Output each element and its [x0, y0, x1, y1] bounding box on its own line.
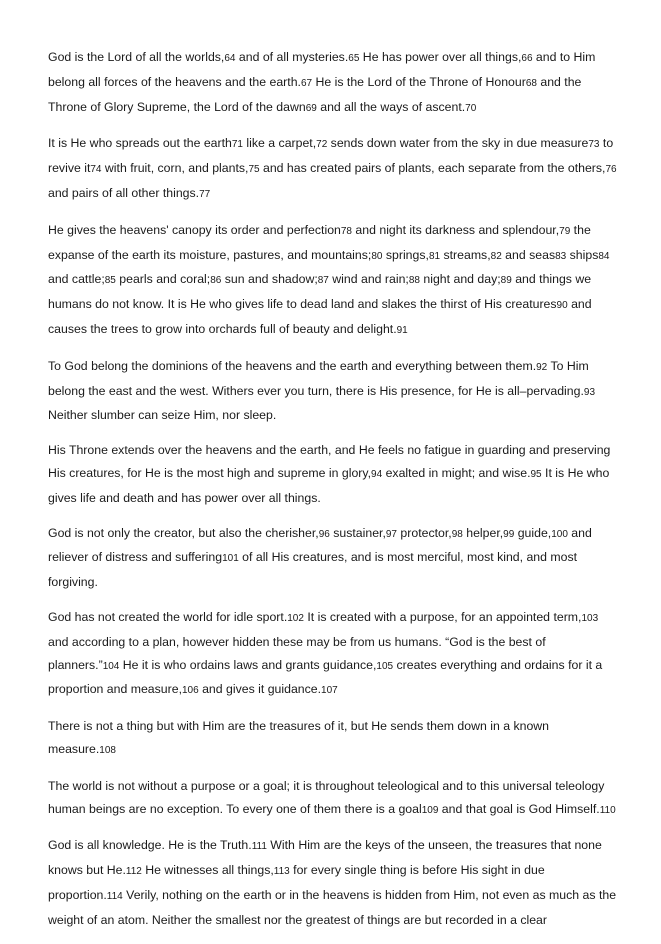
footnote-reference[interactable]: 104	[102, 660, 120, 672]
document-page	[48, 46, 620, 944]
paragraph-text: and the Throne of Glory Supreme, the Lord of the dawn	[48, 74, 582, 114]
footnote-reference[interactable]: 96	[318, 528, 330, 540]
paragraph-text: wind and rain;	[328, 272, 409, 287]
footnote-reference[interactable]: 71	[231, 139, 243, 151]
paragraph-text: ships	[566, 247, 599, 262]
footnote-reference[interactable]: 80	[371, 250, 383, 262]
body-paragraph	[48, 355, 620, 427]
footnote-reference[interactable]: 91	[396, 324, 408, 336]
footnote-reference[interactable]: 77	[199, 188, 211, 200]
paragraph-text: God is the Lord of all the worlds,	[48, 50, 225, 64]
footnote-reference[interactable]: 105	[376, 660, 394, 672]
footnote-reference[interactable]: 82	[490, 250, 502, 262]
footnote-reference[interactable]: 87	[317, 275, 329, 287]
body-paragraph	[48, 834, 620, 931]
paragraph-text: and reliever of distress and suffering	[48, 525, 592, 565]
paragraph-text: for every single thing is before His sight in due proportion.	[48, 863, 545, 902]
footnote-reference[interactable]: 99	[503, 528, 515, 540]
footnote-reference[interactable]: 68	[525, 77, 537, 89]
footnote-reference[interactable]: 109	[421, 804, 439, 816]
paragraph-text: God is all knowledge. He is the Truth.	[48, 838, 252, 853]
footnote-reference[interactable]: 90	[556, 300, 568, 312]
footnote-reference[interactable]: 88	[408, 275, 420, 287]
footnote-reference[interactable]: 102	[287, 612, 304, 624]
paragraph-text: and has created pairs of plants, each separate from the others,	[259, 161, 606, 176]
paragraph-text: It is He who gives life and death and has power over all things.	[48, 465, 610, 505]
footnote-reference[interactable]: 97	[385, 528, 397, 540]
paragraph-text: exalted in might; and wise.	[382, 465, 531, 480]
paragraph-text: sustainer,	[329, 525, 386, 540]
paragraph-text: to revive it	[48, 136, 614, 176]
footnote-reference[interactable]: 92	[536, 361, 548, 373]
body-paragraph	[48, 439, 620, 509]
paragraph-text: helper,	[462, 525, 504, 540]
footnote-reference[interactable]: 76	[605, 164, 617, 176]
body-paragraph	[48, 522, 620, 594]
paragraph-text: pearls and coral;	[115, 272, 211, 287]
footnote-reference[interactable]: 107	[321, 685, 338, 697]
paragraph-text: protector,	[397, 525, 452, 540]
paragraph-text: He has power over all things,	[359, 50, 522, 64]
paragraph-text: He witnesses all things,	[141, 863, 274, 878]
paragraph-text: Verily, nothing on the earth or in the heavens is hidden from Him, not even as much as the weight of an atom. Neither the smallest nor the greatest of things are but recorded in a clear	[48, 887, 617, 927]
footnote-reference[interactable]: 86	[210, 275, 222, 287]
footnote-reference[interactable]: 64	[224, 53, 236, 64]
paragraph-text: His Throne extends over the heavens and the earth, and He feels no fatigue in guarding and preserving His creatures, for He is the most high and supreme in glory,	[48, 443, 611, 480]
paragraph-text: He gives the heavens' canopy its order and perfection	[48, 222, 341, 237]
paragraph-text: and causes the trees to grow into orchards full of beauty and delight.	[48, 297, 592, 336]
footnote-reference[interactable]: 72	[316, 139, 328, 151]
paragraph-text: and seas	[501, 247, 556, 262]
paragraph-text: sun and shadow;	[221, 272, 318, 287]
paragraph-text: and things we humans do not know. It is He who gives life to dead land and slakes the thirst of His creatures	[48, 272, 592, 312]
footnote-reference[interactable]: 106	[181, 685, 199, 697]
footnote-reference[interactable]: 98	[451, 528, 463, 540]
body-paragraph	[48, 775, 620, 823]
paragraph-text: It is created with a purpose, for an appointed term,	[303, 609, 582, 624]
paragraph-text: and according to a plan, however hidden these may be from us humans. “God is the best of planners.”	[48, 634, 546, 672]
body-paragraph	[48, 46, 620, 120]
paragraph-text: With Him are the keys of the unseen, the treasures that none knows but He.	[48, 838, 602, 878]
footnote-reference[interactable]: 114	[106, 890, 123, 902]
footnote-reference[interactable]: 81	[428, 250, 441, 262]
paragraph-text: streams,	[440, 247, 491, 262]
footnote-reference[interactable]: 113	[273, 866, 290, 878]
paragraph-text: springs,	[382, 247, 429, 262]
footnote-reference[interactable]: 94	[371, 468, 383, 480]
paragraph-text: like a carpet,	[243, 136, 317, 151]
paragraph-text: of all His creatures, and is most merciful, most kind, and most forgiving.	[48, 550, 578, 590]
footnote-reference[interactable]: 103	[581, 612, 599, 624]
paragraph-text: and that goal is God Himself.	[438, 801, 600, 816]
paragraph-text: guide,	[514, 525, 552, 540]
footnote-reference[interactable]: 89	[500, 275, 512, 287]
footnote-reference[interactable]: 112	[125, 866, 142, 878]
footnote-reference[interactable]: 78	[340, 225, 352, 237]
footnote-reference[interactable]: 67	[300, 77, 313, 89]
paragraph-text: and of all mysteries.	[235, 50, 349, 64]
paragraph-text: and night its darkness and splendour,	[352, 222, 560, 237]
paragraph-text: and gives it guidance.	[198, 682, 322, 697]
footnote-reference[interactable]: 84	[598, 250, 610, 262]
footnote-reference[interactable]: 69	[305, 102, 317, 114]
footnote-reference[interactable]: 74	[90, 164, 102, 176]
paragraph-text: sends down water from the sky in due measure	[327, 136, 589, 151]
body-paragraph	[48, 219, 620, 343]
footnote-reference[interactable]: 108	[99, 744, 116, 756]
footnote-reference[interactable]: 101	[222, 553, 239, 565]
paragraph-text: Neither slumber can seize Him, nor sleep.	[48, 408, 277, 423]
footnote-reference[interactable]: 111	[251, 841, 267, 853]
paragraph-text: He is the Lord of the Throne of Honour	[312, 74, 526, 89]
paragraph-text: and pairs of all other things.	[48, 185, 200, 200]
footnote-reference[interactable]: 83	[555, 250, 567, 262]
body-paragraph	[48, 132, 620, 206]
paragraph-text: the expanse of the earth its moisture, pastures, and mountains;	[48, 222, 591, 262]
footnote-reference[interactable]: 85	[104, 275, 116, 287]
footnote-reference[interactable]: 73	[588, 139, 600, 151]
paragraph-text: He it is who ordains laws and grants guidance,	[119, 657, 377, 672]
paragraph-text: with fruit, corn, and plants,	[101, 161, 249, 176]
footnote-reference[interactable]: 110	[599, 804, 616, 816]
paragraph-text: and to Him belong all forces of the heavens and the earth.	[48, 50, 596, 89]
paragraph-text: and cattle;	[48, 272, 105, 287]
footnote-reference[interactable]: 93	[583, 386, 596, 398]
paragraph-text: night and day;	[419, 272, 501, 287]
paragraph-text: It is He who spreads out the earth	[48, 136, 232, 151]
paragraph-text: creates everything and ordains for it a proportion and measure,	[48, 657, 603, 697]
footnote-reference[interactable]: 100	[551, 528, 568, 540]
paragraph-text: God is not only the creator, but also the cherisher,	[48, 525, 319, 540]
footnote-reference[interactable]: 79	[559, 225, 571, 237]
paragraph-text: God has not created the world for idle sport.	[48, 609, 288, 624]
body-paragraph	[48, 606, 620, 703]
paragraph-text: To Him belong the east and the west. Withers ever you turn, there is His presence, for He is all–pervading.	[48, 358, 589, 398]
paragraph-text: The world is not without a purpose or a goal; it is throughout teleological and to this universal teleology human beings are no exception. To every one of them there is a goal	[48, 778, 605, 816]
footnote-reference[interactable]: 65	[348, 53, 360, 64]
footnote-reference[interactable]: 70	[465, 102, 477, 114]
paragraph-text: There is not a thing but with Him are the treasures of it, but He sends them down in a known measure.	[48, 719, 550, 756]
footnote-reference[interactable]: 95	[530, 468, 542, 480]
paragraph-text: To God belong the dominions of the heavens and the earth and everything between them.	[48, 358, 537, 373]
footnote-reference[interactable]: 66	[521, 53, 533, 64]
paragraph-text: and all the ways of ascent.	[316, 99, 466, 114]
body-paragraph	[48, 715, 620, 763]
footnote-reference[interactable]: 75	[248, 164, 260, 176]
